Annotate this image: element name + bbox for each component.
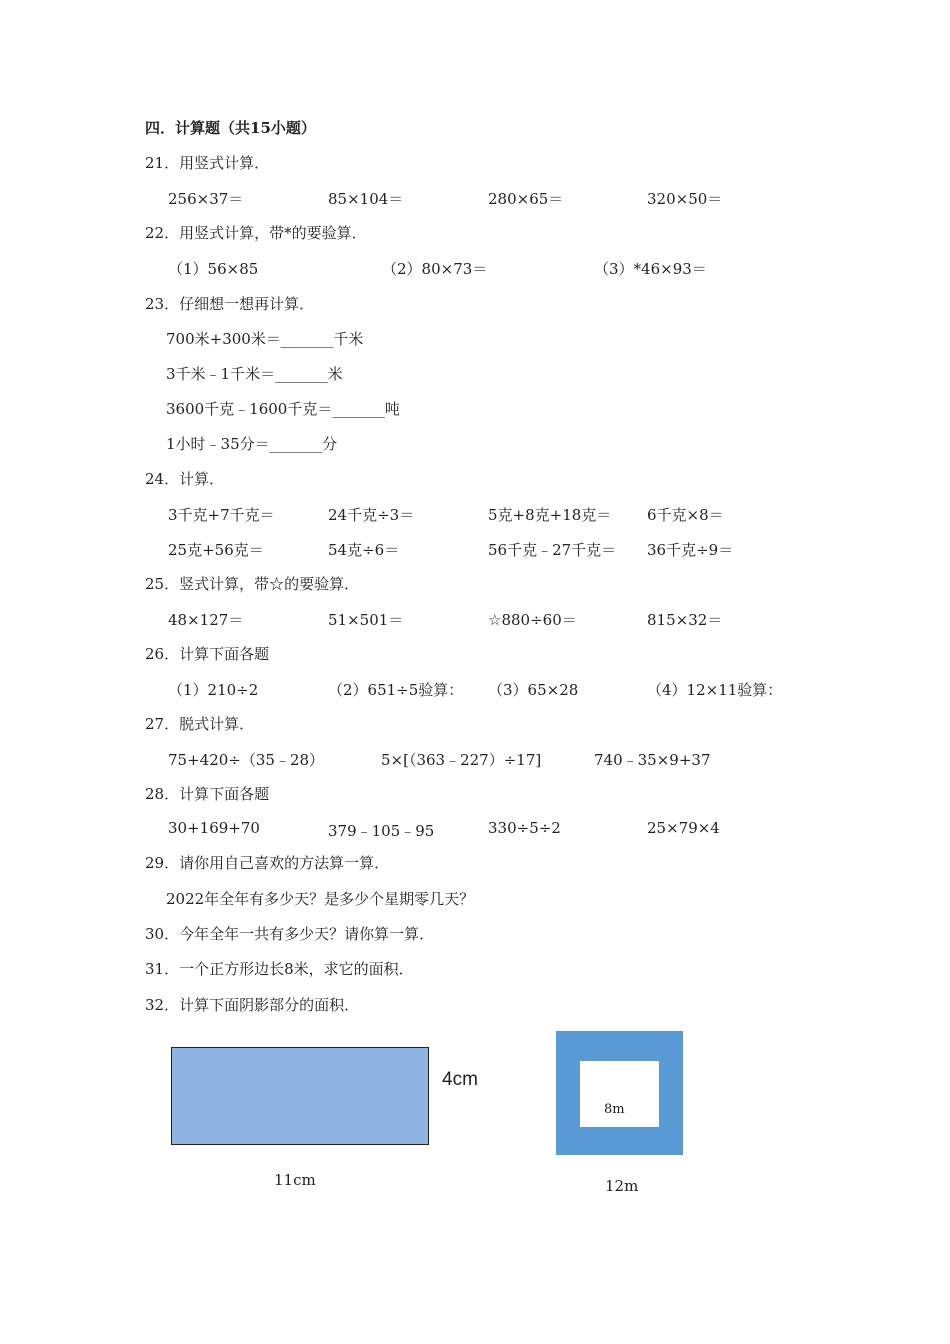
q22-prompt: 22．用竖式计算，带*的要验算． [145, 224, 367, 242]
q21-item: 280×65＝ [488, 190, 564, 208]
q24-item: 3千克+7千克＝ [168, 506, 275, 524]
q24-item: 6千克×8＝ [647, 506, 724, 524]
q24-prompt: 24．计算． [145, 470, 225, 488]
q29-prompt: 29．请你用自己喜欢的方法算一算． [145, 854, 390, 872]
q27-item: 75+420÷（35﹣28） [168, 751, 325, 769]
q26-item: （4）12×11验算： [647, 681, 783, 699]
q25-item: 51×501＝ [328, 611, 404, 629]
q21-item: 256×37＝ [168, 190, 244, 208]
shaded-square-frame [556, 1031, 683, 1155]
q27-item: 740﹣35×9+37 [594, 751, 711, 769]
q28-item: 379﹣105﹣95 [328, 822, 435, 840]
q26-item: （3）65×28 [488, 681, 579, 699]
q25-item: ☆880÷60＝ [488, 611, 577, 629]
q30-prompt: 30．今年全年一共有多少天？请你算一算． [145, 925, 435, 943]
q25-item: 48×127＝ [168, 611, 244, 629]
q21-item: 85×104＝ [328, 190, 404, 208]
q24-item: 36千克÷9＝ [647, 541, 734, 559]
q28-prompt: 28．计算下面各题 [145, 785, 270, 803]
q28-item: 30+169+70 [168, 819, 260, 837]
q24-item: 5克+8克+18克＝ [488, 506, 612, 524]
q22-item: （2）80×73＝ [382, 260, 488, 278]
q26-item: （2）651÷5验算： [328, 681, 464, 699]
q23-item: 700米+300米＝_______千米 [166, 330, 364, 348]
q21-prompt: 21．用竖式计算． [145, 154, 270, 172]
q25-prompt: 25．竖式计算，带☆的要验算． [145, 575, 360, 593]
q23-item: 1小时﹣35分＝_______分 [166, 435, 338, 453]
q31-prompt: 31．一个正方形边长8米，求它的面积． [145, 960, 414, 978]
q21-item: 320×50＝ [647, 190, 723, 208]
q24-item: 25克+56克＝ [168, 541, 264, 559]
rect-height-label: 4cm [442, 1069, 478, 1090]
q23-prompt: 23．仔细想一想再计算． [145, 295, 315, 313]
q32-prompt: 32．计算下面阴影部分的面积． [145, 996, 360, 1014]
q27-prompt: 27．脱式计算． [145, 715, 255, 733]
q24-item: 56千克﹣27千克＝ [488, 541, 617, 559]
outer-square-label: 12m [605, 1177, 639, 1195]
q23-item: 3600千克﹣1600千克＝_______吨 [166, 400, 400, 418]
shaded-rectangle [171, 1047, 429, 1145]
q24-item: 24千克÷3＝ [328, 506, 415, 524]
q28-item: 330÷5÷2 [488, 819, 561, 837]
q29-line: 2022年全年有多少天？是多少个星期零几天？ [166, 890, 475, 908]
q22-item: （1）56×85 [168, 260, 259, 278]
q25-item: 815×32＝ [647, 611, 723, 629]
q27-item: 5×[（363﹣227）÷17] [381, 751, 542, 769]
q24-item: 54克÷6＝ [328, 541, 400, 559]
rect-width-label: 11cm [274, 1171, 316, 1189]
section-title: 四．计算题（共15小题） [145, 119, 316, 137]
inner-square-label: 8m [604, 1102, 625, 1117]
q26-prompt: 26．计算下面各题 [145, 645, 270, 663]
q26-item: （1）210÷2 [168, 681, 259, 699]
q23-item: 3千米﹣1千米＝_______米 [166, 365, 343, 383]
q28-item: 25×79×4 [647, 819, 720, 837]
q22-item: （3）*46×93＝ [594, 260, 707, 278]
